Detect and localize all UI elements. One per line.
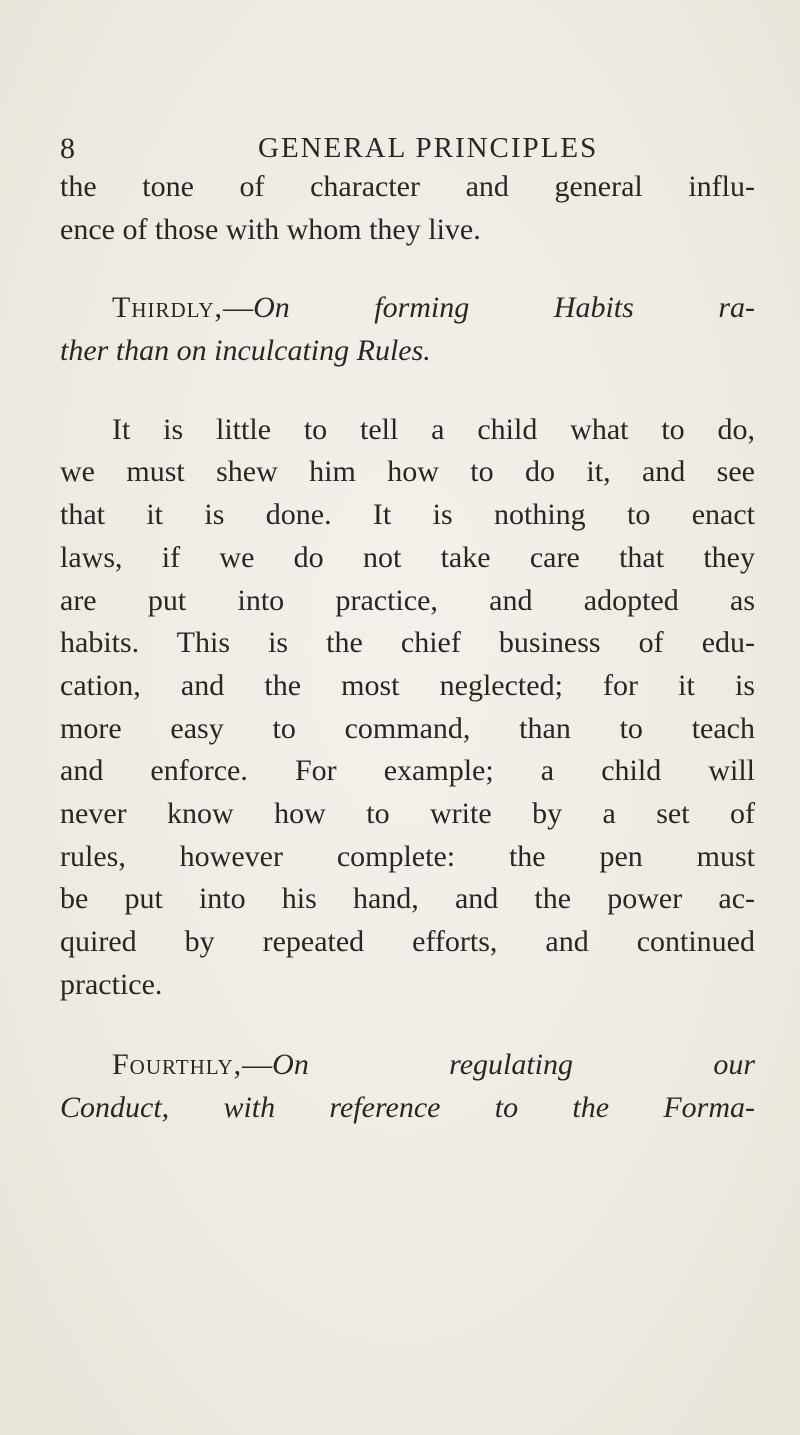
text-line: we must shew him how to do it, and see [60, 455, 755, 489]
running-head: GENERAL PRINCIPLES [258, 132, 599, 164]
text-line: are put into practice, and adopted as [60, 583, 755, 617]
text-line: rules, however complete: the pen must [60, 839, 755, 873]
text-line: more easy to command, than to teach [60, 711, 755, 745]
heading-lead: Thirdly, [112, 291, 224, 325]
page-number: 8 [60, 132, 76, 165]
heading-title-continued: Conduct, with reference to the Forma- [60, 1091, 755, 1125]
heading-title: On forming Habits ra- [253, 291, 755, 325]
text-line: laws, if we do not take care that they [60, 540, 755, 574]
text-line: that it is done. It is nothing to enact [60, 498, 755, 532]
heading-title: On regulating our [272, 1048, 755, 1082]
text-line: It is little to tell a child what to do, [112, 412, 755, 446]
heading-dash: — [242, 1048, 273, 1082]
section-gap [60, 1006, 755, 1044]
heading-title-continued: ther than on inculcating Rules. [60, 334, 431, 368]
section-gap [60, 251, 755, 287]
heading-lead: Fourthly, [112, 1048, 243, 1082]
text-line: quired by repeated efforts, and continued [60, 925, 755, 958]
text-line: and enforce. For example; a child will [60, 754, 755, 788]
text-line: never know how to write by a set of [60, 796, 755, 830]
section-gap [60, 373, 755, 409]
text-line: practice. [60, 967, 163, 1001]
section-heading-fourthly [60, 1044, 755, 1087]
text-line: ence of those with whom they live. [60, 212, 481, 246]
heading-dash: — [223, 291, 254, 325]
text-line: habits. This is the chief business of edu- [60, 626, 755, 660]
body-text [60, 166, 755, 1130]
section-heading-thirdly [60, 287, 755, 330]
text-line: cation, and the most neglected; for it is [60, 668, 755, 702]
text-line: the tone of character and general influ- [60, 170, 755, 203]
text-line: be put into his hand, and the power ac- [60, 882, 755, 916]
